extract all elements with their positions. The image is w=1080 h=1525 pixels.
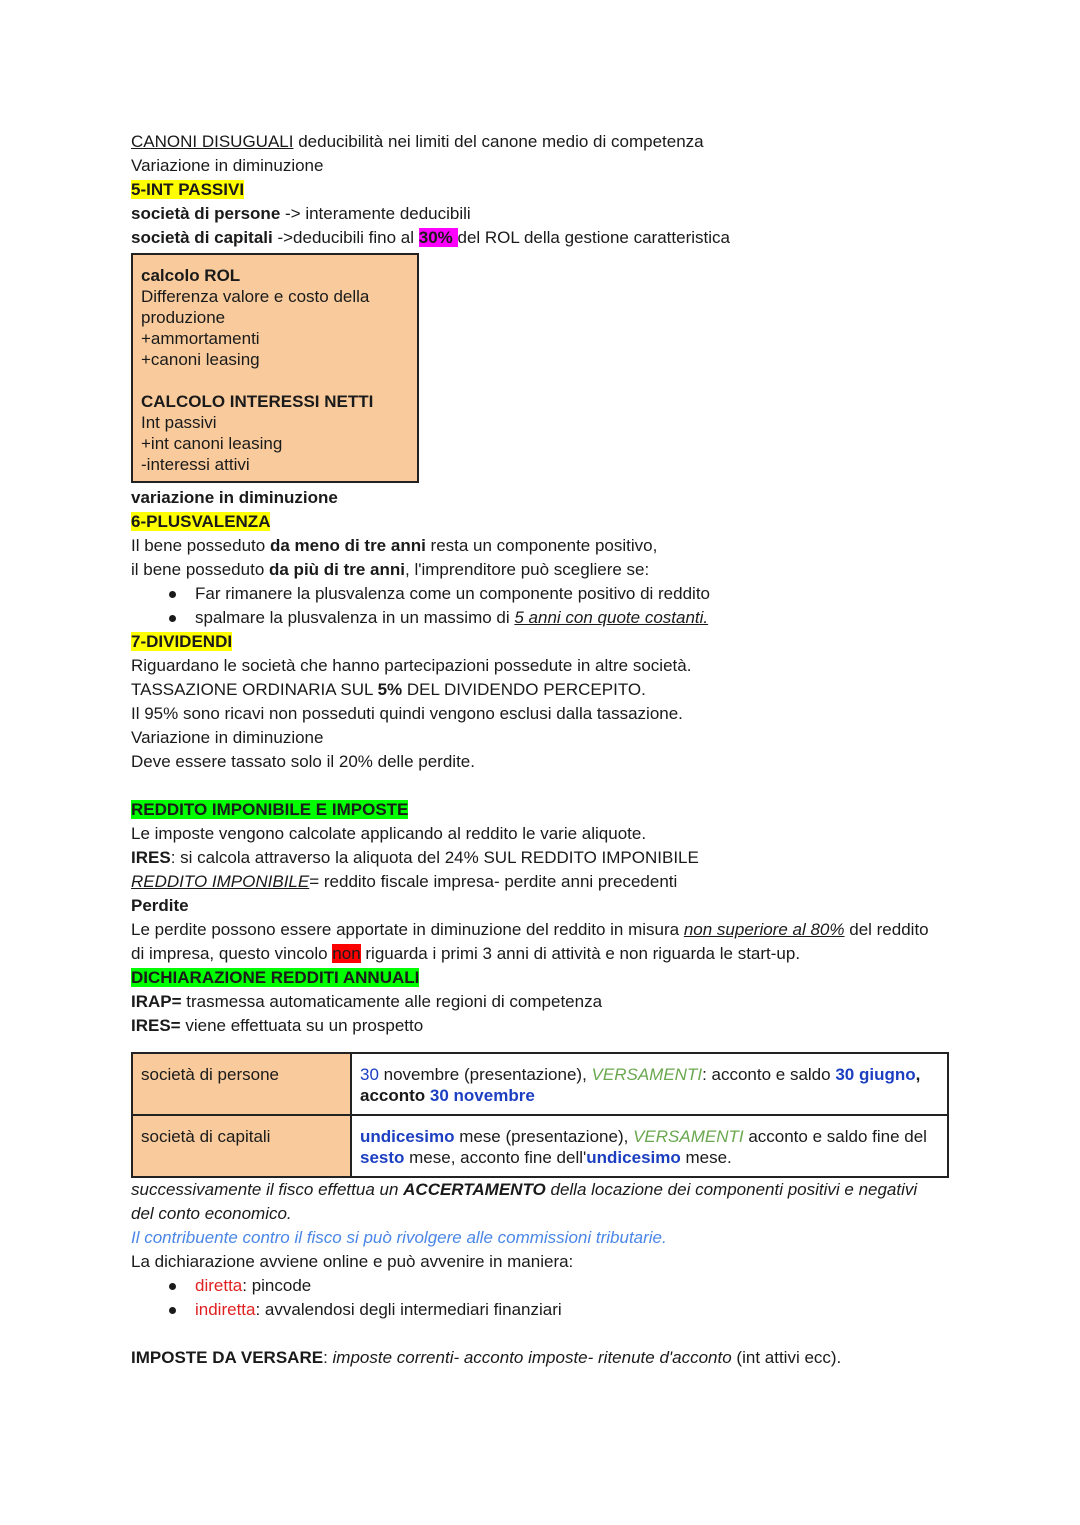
bold-text: da meno di tre anni xyxy=(269,536,426,555)
list-item xyxy=(131,582,961,606)
int-netti-title: CALCOLO INTERESSI NETTI xyxy=(141,392,374,411)
versamenti-text: VERSAMENTI xyxy=(633,1127,744,1146)
reddito-imponibile xyxy=(131,870,961,894)
irap-label: IRAP= xyxy=(131,992,182,1011)
date-text: 30 xyxy=(360,1065,379,1084)
ires-label: IRES= xyxy=(131,1016,181,1035)
dividendi-l5: Deve essere tassato solo il 20% delle perdite. xyxy=(131,752,475,771)
date-text: 30 giugno xyxy=(835,1065,916,1084)
int-passivi-capitali xyxy=(131,226,961,250)
modalita-list xyxy=(131,1274,961,1322)
reddito-ires xyxy=(131,846,961,870)
non-highlight: non xyxy=(332,944,361,963)
int-line: -interessi attivi xyxy=(141,455,250,474)
table-cell-label: società di capitali xyxy=(132,1115,351,1177)
persone-text: -> interamente deducibili xyxy=(280,204,471,223)
imposte-label: IMPOSTE DA VERSARE xyxy=(131,1348,324,1367)
rol-box xyxy=(131,253,419,483)
month-text: undicesimo xyxy=(586,1148,681,1167)
month-text: sesto xyxy=(360,1148,405,1167)
plusvalenza-l2 xyxy=(131,558,961,582)
online-line: La dichiarazione avviene online e può avvenire in maniera: xyxy=(131,1252,574,1271)
text: della locazione dei componenti positivi e negativi del conto economico. xyxy=(131,1180,918,1223)
capitali-tail: del ROL della gestione caratteristica xyxy=(457,228,730,247)
ires-line xyxy=(131,1014,961,1038)
perdite-paragraph xyxy=(131,918,931,966)
int-passivi-heading-line xyxy=(131,178,961,202)
irap-line xyxy=(131,990,961,1014)
list-item-key: diretta xyxy=(195,1276,243,1295)
reddito-l1: Le imposte vengono calcolate applicando al reddito le varie aliquote. xyxy=(131,824,647,843)
table-cell-value xyxy=(351,1115,948,1177)
text: : acconto e saldo xyxy=(702,1065,836,1084)
list-item xyxy=(131,1274,961,1298)
text: resta un componente positivo, xyxy=(425,536,658,555)
dividendi-l1: Riguardano le società che hanno partecipazioni possedute in altre società. xyxy=(131,656,692,675)
canoni-text: deducibilità nei limiti del canone medio di competenza xyxy=(293,132,704,151)
accertamento-paragraph xyxy=(131,1178,931,1226)
int-line: Int passivi xyxy=(141,413,217,432)
text: : xyxy=(323,1348,333,1367)
text: DEL DIVIDENDO PERCEPITO. xyxy=(402,680,646,699)
text: TASSAZIONE ORDINARIA SUL xyxy=(131,680,378,699)
text: viene effettuata su un prospetto xyxy=(180,1016,424,1035)
reddito-imponibile-label: REDDITO IMPONIBILE xyxy=(131,872,310,891)
dividendi-l2 xyxy=(131,678,961,702)
perdite-label: Perdite xyxy=(131,896,189,915)
text: trasmessa automaticamente alle regioni di competenza xyxy=(181,992,603,1011)
table-cell-value xyxy=(351,1053,948,1115)
contribuente-line: Il contribuente contro il fisco si può rivolgere alle commissioni tributarie. xyxy=(131,1228,667,1247)
reddito-heading: REDDITO IMPONIBILE E IMPOSTE xyxy=(131,800,409,819)
dividendi-l4: Variazione in diminuzione xyxy=(131,728,324,747)
bullet-icon xyxy=(169,1283,176,1290)
rol-line: produzione xyxy=(141,308,226,327)
int-passivi-persone xyxy=(131,202,961,226)
text: Le perdite possono essere apportate in diminuzione del reddito in misura xyxy=(131,920,684,939)
text: il bene posseduto xyxy=(131,560,269,579)
text: novembre (presentazione), xyxy=(378,1065,592,1084)
text: mese. xyxy=(680,1148,732,1167)
int-line: +int canoni leasing xyxy=(141,434,283,453)
text: del reddito di impresa, questo vincolo xyxy=(131,920,929,963)
bullet-icon xyxy=(169,615,176,622)
text: mese (presentazione), xyxy=(454,1127,634,1146)
capitali-label: società di capitali xyxy=(131,228,273,247)
canoni-line xyxy=(131,130,961,154)
persone-label: società di persone xyxy=(131,204,281,223)
scadenze-table xyxy=(131,1052,949,1178)
text: , l'imprenditore può scegliere se: xyxy=(405,560,650,579)
text: Il bene posseduto xyxy=(131,536,270,555)
month-text: undicesimo xyxy=(360,1127,455,1146)
versamenti-text: VERSAMENTI xyxy=(591,1065,703,1084)
list-item-text: : avvalendosi degli intermediari finanziari xyxy=(255,1300,562,1319)
dividendi-heading: 7-DIVIDENDI xyxy=(131,632,233,651)
table-row xyxy=(132,1053,948,1115)
bold-text: ACCERTAMENTO xyxy=(403,1180,546,1199)
bullet-icon xyxy=(169,1307,176,1314)
dividendi-l3: Il 95% sono ricavi non posseduti quindi vengono esclusi dalla tassazione. xyxy=(131,704,683,723)
text: mese, acconto fine dell' xyxy=(404,1148,587,1167)
list-item-text: Far rimanere la plusvalenza come un componente positivo di reddito xyxy=(195,584,710,603)
date-text: 30 novembre xyxy=(429,1086,535,1105)
list-item-key: indiretta xyxy=(195,1300,256,1319)
plusvalenza-heading: 6-PLUSVALENZA xyxy=(131,512,271,531)
rol-title: calcolo ROL xyxy=(141,266,241,285)
italic-text: imposte correnti- acconto imposte- ritenute d'acconto xyxy=(332,1348,732,1367)
rol-line: Differenza valore e costo della xyxy=(141,287,370,306)
list-item xyxy=(131,1298,961,1322)
text: (int attivi ecc). xyxy=(731,1348,842,1367)
text: riguarda i primi 3 anni di attività e non riguarda le start-up. xyxy=(360,944,801,963)
percent-highlight: 30% xyxy=(418,228,458,247)
list-item-text: : pincode xyxy=(242,1276,312,1295)
emph-text: non superiore al 80% xyxy=(683,920,845,939)
int-passivi-heading: 5-INT PASSIVI xyxy=(131,180,245,199)
bold-text: da più di tre anni xyxy=(269,560,406,579)
list-item-emph: 5 anni con quote costanti. xyxy=(514,608,709,627)
dichiarazione-heading: DICHIARAZIONE REDDITI ANNUALI xyxy=(131,968,420,987)
imposte-line xyxy=(131,1346,961,1370)
capitali-text: ->deducibili fino al xyxy=(272,228,419,247)
text: acconto e saldo fine del xyxy=(743,1127,927,1146)
table-row xyxy=(132,1115,948,1177)
table-cell-label: società di persone xyxy=(132,1053,351,1115)
canoni-title: CANONI DISUGUALI xyxy=(131,132,294,151)
text: : si calcola attraverso la aliquota del 24% SUL REDDITO IMPONIBILE xyxy=(170,848,699,867)
document-page xyxy=(131,130,961,1370)
text: = reddito fiscale impresa- perdite anni precedenti xyxy=(309,872,678,891)
rol-line: +ammortamenti xyxy=(141,329,260,348)
text: successivamente il fisco effettua un xyxy=(131,1180,404,1199)
plusvalenza-list xyxy=(131,582,961,630)
after-box-text: variazione in diminuzione xyxy=(131,488,338,507)
text: , acconto xyxy=(360,1065,921,1105)
ires-label: IRES xyxy=(131,848,171,867)
rol-line: +canoni leasing xyxy=(141,350,260,369)
list-item xyxy=(131,606,961,630)
bullet-icon xyxy=(169,591,176,598)
canoni-variazione: Variazione in diminuzione xyxy=(131,156,324,175)
bold-text: 5% xyxy=(377,680,403,699)
list-item-text: spalmare la plusvalenza in un massimo di xyxy=(195,608,515,627)
plusvalenza-l1 xyxy=(131,534,961,558)
